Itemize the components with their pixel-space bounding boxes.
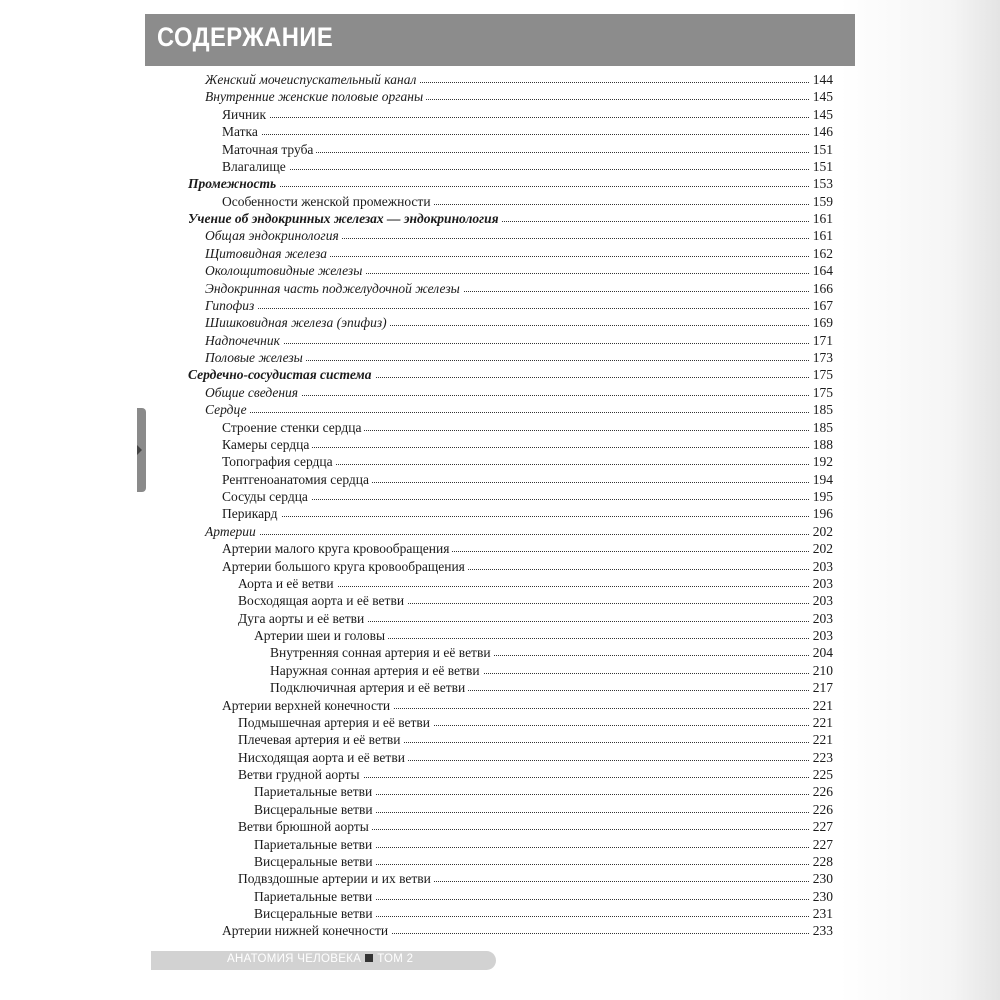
toc-entry[interactable] — [0, 905, 1000, 922]
toc-entry-title: Надпочечник — [205, 332, 283, 349]
footer-volume: ТОМ 2 — [377, 953, 414, 965]
toc-entry[interactable] — [0, 714, 1000, 731]
toc-entry-page: 233 — [812, 923, 833, 939]
toc-entry[interactable] — [0, 627, 1000, 644]
toc-entry-title: Ветви брюшной аорты — [238, 818, 372, 835]
toc-entry-title: Артерии малого круга кровообращения — [222, 540, 452, 557]
toc-entry-title: Висцеральные ветви — [254, 905, 376, 922]
toc-entry[interactable] — [0, 384, 1000, 401]
toc-entry-page: 230 — [812, 871, 833, 887]
toc-entry-title: Висцеральные ветви — [254, 853, 376, 870]
toc-entry-page: 231 — [812, 906, 833, 921]
dot-leader — [222, 169, 809, 170]
toc-entry[interactable] — [0, 505, 1000, 522]
toc-entry-page: 202 — [812, 523, 833, 539]
toc-entry[interactable] — [0, 158, 1000, 175]
toc-entry[interactable] — [0, 280, 1000, 297]
toc-entry[interactable] — [0, 662, 1000, 679]
toc-entry[interactable] — [0, 783, 1000, 800]
dot-leader — [205, 534, 809, 535]
toc-entry[interactable] — [0, 870, 1000, 887]
toc-entry-page: 185 — [812, 419, 833, 435]
toc-entry-page: 202 — [812, 541, 833, 557]
toc-entry-title: Сердце — [205, 401, 250, 418]
toc-entry-page: 192 — [812, 454, 833, 470]
toc-entry-page: 161 — [812, 211, 833, 226]
toc-entry[interactable] — [0, 488, 1000, 505]
toc-entry-page: 185 — [812, 402, 833, 418]
toc-entry[interactable] — [0, 227, 1000, 244]
toc-entry[interactable] — [0, 523, 1000, 540]
page-title: СОДЕРЖАНИЕ — [157, 22, 334, 52]
toc-entry[interactable] — [0, 558, 1000, 575]
toc-entry[interactable] — [0, 366, 1000, 383]
toc-entry[interactable] — [0, 123, 1000, 140]
toc-entry-title: Внутренняя сонная артерия и её ветви — [270, 644, 494, 661]
toc-entry-page: 196 — [812, 506, 833, 522]
toc-entry[interactable] — [0, 888, 1000, 905]
toc-entry-page: 203 — [812, 593, 833, 609]
toc-entry-page: 145 — [812, 106, 833, 122]
toc-entry-title: Топография сердца — [222, 453, 336, 470]
toc-entry-title: Женский мочеиспускательный канал — [205, 71, 419, 88]
toc-entry-page: 169 — [812, 315, 833, 331]
toc-entry-title: Артерии верхней конечности — [222, 697, 393, 714]
toc-entry-page: 230 — [812, 888, 833, 904]
toc-entry-title: Общие сведения — [205, 384, 301, 401]
toc-entry-title: Нисходящая аорта и её ветви — [238, 749, 408, 766]
toc-entry-page: 227 — [812, 819, 833, 835]
toc-entry-page: 164 — [812, 263, 833, 279]
toc-entry[interactable] — [0, 210, 1000, 227]
footer-text — [227, 953, 413, 965]
toc-entry[interactable] — [0, 419, 1000, 436]
footer-band — [151, 951, 496, 970]
toc-entry-page: 221 — [812, 732, 833, 748]
toc-entry-title: Общая эндокринология — [205, 227, 342, 244]
toc-entry-title: Щитовидная железа — [205, 245, 330, 262]
toc-entry[interactable] — [0, 801, 1000, 818]
toc-entry-page: 203 — [812, 610, 833, 626]
toc-entry[interactable] — [0, 471, 1000, 488]
toc-entry[interactable] — [0, 610, 1000, 627]
toc-entry[interactable] — [0, 262, 1000, 279]
toc-entry-page: 221 — [812, 697, 833, 713]
toc-entry-title: Гипофиз — [205, 297, 257, 314]
toc-entry-title: Маточная труба — [222, 141, 316, 158]
header-band — [145, 14, 855, 66]
toc-entry[interactable] — [0, 836, 1000, 853]
toc-entry-title: Артерии нижней конечности — [222, 922, 391, 939]
toc-entry[interactable] — [0, 818, 1000, 835]
toc-entry-page: 217 — [812, 680, 833, 696]
toc-entry[interactable] — [0, 731, 1000, 748]
toc-entry-title: Влагалище — [222, 158, 289, 175]
toc-entry-page: 221 — [812, 714, 833, 730]
dot-leader — [205, 343, 809, 344]
toc-entry-page: 194 — [812, 471, 833, 487]
toc-entry-title: Промежность — [188, 175, 279, 192]
toc-entry[interactable] — [0, 644, 1000, 661]
toc-entry-title: Шишковидная железа (эпифиз) — [205, 314, 390, 331]
toc-entry-page: 151 — [812, 141, 833, 157]
toc-entry-title: Подвздошные артерии и их ветви — [238, 870, 434, 887]
toc-entry-title: Дуга аорты и её ветви — [238, 610, 367, 627]
toc-entry[interactable] — [0, 245, 1000, 262]
toc-entry[interactable] — [0, 314, 1000, 331]
toc-entry[interactable] — [0, 141, 1000, 158]
toc-entry-page: 145 — [812, 89, 833, 105]
toc-entry-title: Перикард — [222, 505, 281, 522]
toc-entry-title: Матка — [222, 123, 261, 140]
toc-entry-page: 188 — [812, 436, 833, 452]
toc-entry[interactable] — [0, 349, 1000, 366]
table-of-contents — [0, 71, 1000, 940]
dot-leader — [205, 308, 809, 309]
toc-entry[interactable] — [0, 540, 1000, 557]
toc-entry-title: Париетальные ветви — [254, 783, 375, 800]
toc-entry-page: 203 — [812, 575, 833, 591]
toc-entry-title: Подключичная артерия и её ветви — [270, 679, 468, 696]
toc-entry-title: Висцеральные ветви — [254, 801, 376, 818]
toc-entry-page: 153 — [812, 176, 833, 192]
toc-entry-page: 146 — [812, 124, 833, 140]
toc-entry-title: Артерии — [205, 523, 259, 540]
toc-entry-page: 204 — [812, 645, 833, 661]
toc-entry-title: Сосуды сердца — [222, 488, 311, 505]
footer-book-title: АНАТОМИЯ ЧЕЛОВЕКА — [227, 953, 362, 965]
toc-entry[interactable] — [0, 401, 1000, 418]
toc-entry-page: 167 — [812, 297, 833, 313]
toc-entry[interactable] — [0, 853, 1000, 870]
toc-entry[interactable] — [0, 766, 1000, 783]
dot-leader — [222, 117, 809, 118]
toc-entry-title: Камеры сердца — [222, 436, 312, 453]
toc-entry-page: 171 — [812, 332, 833, 348]
toc-entry[interactable] — [0, 592, 1000, 609]
toc-entry-page: 225 — [812, 767, 833, 782]
toc-entry-title: Восходящая аорта и её ветви — [238, 592, 407, 609]
toc-entry-page: 162 — [812, 245, 833, 261]
toc-entry-title: Учение об эндокринных железах — эндокринология — [188, 210, 502, 227]
toc-entry[interactable] — [0, 922, 1000, 939]
dot-leader — [222, 134, 809, 135]
toc-entry[interactable] — [0, 175, 1000, 192]
toc-entry-page: 210 — [812, 662, 833, 678]
toc-entry[interactable] — [0, 749, 1000, 766]
toc-entry-page: 226 — [812, 801, 833, 817]
toc-entry-page: 203 — [812, 628, 833, 643]
toc-entry-page: 161 — [812, 228, 833, 244]
toc-entry-title: Париетальные ветви — [254, 888, 375, 905]
toc-entry-title: Рентгеноанатомия сердца — [222, 471, 372, 488]
toc-entry-title: Подмышечная артерия и её ветви — [238, 714, 433, 731]
toc-entry[interactable] — [0, 453, 1000, 470]
toc-entry[interactable] — [0, 332, 1000, 349]
toc-entry[interactable] — [0, 297, 1000, 314]
toc-entry-title: Особенности женской промежности — [222, 193, 434, 210]
toc-entry-page: 144 — [812, 72, 833, 87]
toc-entry-page: 175 — [812, 384, 833, 400]
toc-entry[interactable] — [0, 71, 1000, 88]
toc-entry-page: 228 — [812, 853, 833, 869]
toc-entry-title: Артерии шеи и головы — [254, 627, 388, 644]
dot-leader — [205, 412, 809, 413]
toc-entry[interactable] — [0, 88, 1000, 105]
toc-entry[interactable] — [0, 436, 1000, 453]
toc-entry-title: Внутренние женские половые органы — [205, 88, 426, 105]
toc-entry-title: Ветви грудной аорты — [238, 766, 363, 783]
toc-entry-title: Яичник — [222, 106, 269, 123]
toc-entry-title: Половые железы — [205, 349, 306, 366]
toc-entry-title: Аорта и её ветви — [238, 575, 337, 592]
footer-square-icon — [365, 954, 373, 962]
toc-entry-title: Плечевая артерия и её ветви — [238, 731, 403, 748]
toc-entry-title: Эндокринная часть поджелудочной железы — [205, 280, 463, 297]
toc-entry[interactable] — [0, 697, 1000, 714]
toc-entry-page: 151 — [812, 158, 833, 174]
toc-entry-page: 175 — [812, 367, 833, 383]
toc-entry-title: Околощитовидные железы — [205, 262, 365, 279]
toc-entry-page: 227 — [812, 836, 833, 852]
toc-entry[interactable] — [0, 679, 1000, 696]
toc-entry[interactable] — [0, 575, 1000, 592]
dot-leader — [188, 186, 809, 187]
dot-leader — [222, 516, 809, 517]
toc-entry-page: 195 — [812, 489, 833, 504]
toc-entry-page: 173 — [812, 350, 833, 365]
toc-entry-title: Париетальные ветви — [254, 836, 375, 853]
toc-entry-title: Артерии большого круга кровообращения — [222, 558, 468, 575]
toc-entry[interactable] — [0, 106, 1000, 123]
toc-entry[interactable] — [0, 193, 1000, 210]
toc-entry-title: Строение стенки сердца — [222, 419, 364, 436]
toc-entry-title: Наружная сонная артерия и её ветви — [270, 662, 483, 679]
toc-entry-page: 223 — [812, 749, 833, 765]
toc-entry-page: 159 — [812, 193, 833, 209]
toc-entry-title: Сердечно-сосудистая система — [188, 366, 375, 383]
toc-entry-page: 166 — [812, 280, 833, 296]
toc-entry-page: 226 — [812, 784, 833, 800]
toc-entry-page: 203 — [812, 558, 833, 574]
